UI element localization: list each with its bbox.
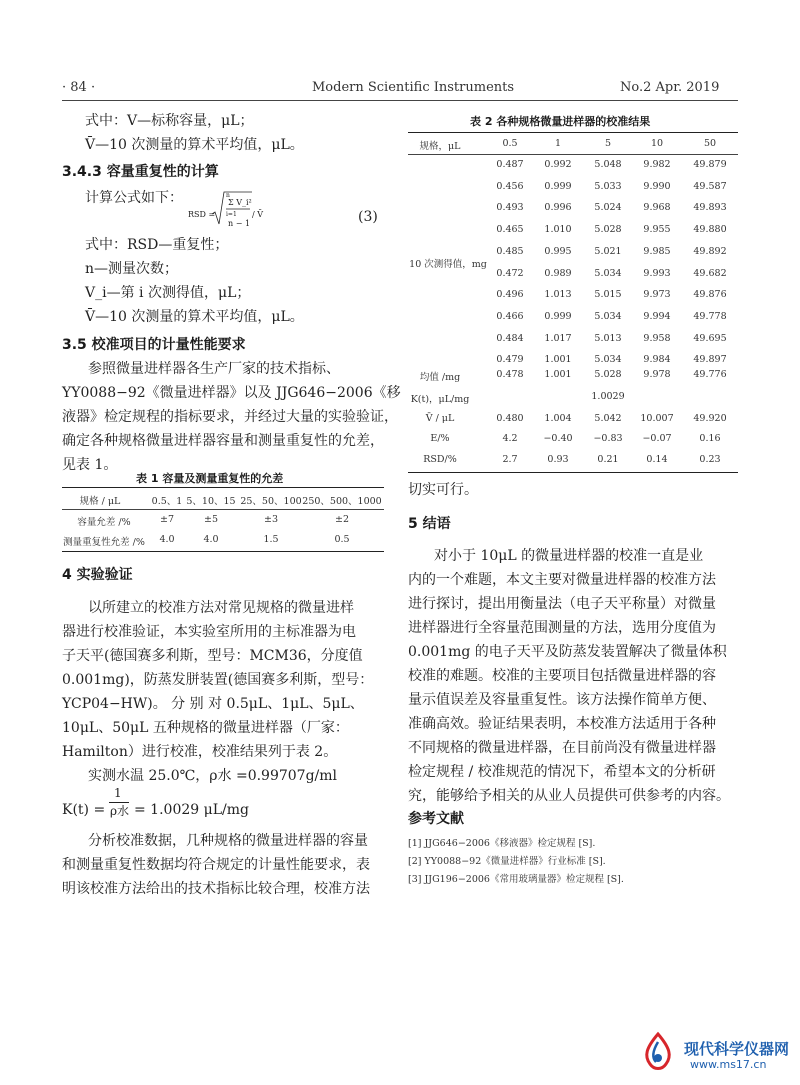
table-cell: 9.968 — [643, 202, 671, 214]
list-item: [3] JJG196−2006《常用玻璃量器》检定规程 [S]. — [408, 874, 624, 885]
table-cell: 5.015 — [594, 289, 622, 301]
table-cell: 0.23 — [699, 454, 721, 465]
table-cell: 5.034 — [594, 267, 622, 279]
table-cell: 1.001 — [544, 354, 572, 366]
table-cell: 0.992 — [544, 159, 572, 170]
table-2-header-cell: 10 — [650, 138, 664, 149]
table-cell: −0.83 — [593, 433, 623, 444]
table-1-header-cell: 0.5、1 — [151, 496, 183, 507]
paragraph-line: 检定规程 / 校准规范的情况下，希望本文的分析研 — [408, 764, 716, 780]
paragraph-line: 内的一个难题，本文主要对微量进样器的校准方法 — [408, 572, 716, 588]
page-number: · 84 · — [62, 80, 96, 95]
table-cell: 49.682 — [693, 267, 727, 279]
table-1-header-cell: 5、10、15 — [186, 496, 236, 507]
table-cell: 4.2 — [502, 433, 518, 444]
paragraph-line: 究，能够给予相关的从业人员提供可供参考的内容。 — [408, 788, 730, 804]
formula-intro: 计算公式如下： — [85, 190, 183, 206]
table-cell: 49.892 — [693, 245, 727, 257]
table-cell: 49.876 — [693, 289, 727, 301]
table-cell: 5.024 — [594, 202, 622, 214]
table-cell: −0.07 — [642, 433, 672, 444]
table-2-group-label: 10 次测得值，mg — [409, 259, 487, 270]
table-cell: 0.21 — [597, 454, 619, 465]
table-1-caption: 表 1 容量及测量重复性的允差 — [136, 472, 284, 485]
table-cell: 5.034 — [594, 354, 622, 366]
section-3-5-heading: 3.5 校准项目的计量性能要求 — [62, 337, 246, 353]
table-cell: 49.778 — [693, 310, 727, 322]
table-cell: 0.485 — [496, 245, 524, 257]
paragraph-line: 准确高效。验证结果表明，本校准方法适用于各种 — [408, 716, 716, 732]
table-cell: 49.879 — [693, 159, 727, 170]
table-cell: 5.033 — [594, 180, 622, 192]
table-cell: 49.587 — [693, 180, 727, 192]
table-cell: 0.465 — [496, 224, 524, 236]
table-2-header-cell: 1 — [554, 138, 562, 149]
table-cell: 0.480 — [496, 413, 524, 424]
table-cell: 5.021 — [594, 245, 622, 257]
table-cell: 9.993 — [643, 267, 671, 279]
water-temperature-line: 实测水温 25.0℃，ρ水 =0.99707g/ml — [88, 768, 338, 784]
table-cell: 49.893 — [693, 202, 727, 214]
table-cell: 9.985 — [643, 245, 671, 257]
table-cell: 0.478 — [496, 369, 524, 380]
header-rule — [62, 100, 738, 101]
table-cell: 1.017 — [544, 332, 572, 344]
table-cell: 2.7 — [502, 454, 518, 465]
table-1-header-cell: 规格 / μL — [79, 496, 121, 507]
paragraph-line: 0.001mg 的电子天平及防蒸发装置解决了微量体积 — [408, 644, 727, 660]
table-cell: 5.034 — [594, 310, 622, 322]
paragraph-line: 校准的难题。校准的主要项目包括微量进样器的容 — [408, 668, 716, 684]
table-cell: 0.996 — [544, 202, 572, 214]
table-cell: 1.001 — [544, 369, 572, 380]
section-3-4-3-heading: 3.4.3 容量重复性的计算 — [62, 164, 219, 180]
table-cell: 0.999 — [544, 180, 572, 192]
issue-info: No.2 Apr. 2019 — [620, 80, 720, 95]
where-line-1: 式中：RSD—重复性； — [85, 237, 229, 253]
where-line-3: V_i—第 i 次测得值，μL； — [85, 285, 251, 301]
table-cell: 9.984 — [643, 354, 671, 366]
table-cell: 0.456 — [496, 180, 524, 192]
table-cell: 9.973 — [643, 289, 671, 301]
paragraph-line: 不同规格的微量进样器，在目前尚没有微量进样器 — [408, 740, 716, 756]
left-line-2: V̄—10 次测量的算术平均值，μL。 — [85, 137, 304, 153]
continuation-text: 切实可行。 — [408, 482, 478, 498]
table-cell: 0.487 — [496, 159, 524, 170]
table-cell: 49.897 — [693, 354, 727, 366]
table-cell: 49.695 — [693, 332, 727, 344]
table-cell: 9.958 — [643, 332, 671, 344]
references-heading: 参考文献 — [408, 811, 464, 827]
list-item: [1] JJG646−2006《移液器》检定规程 [S]. — [408, 838, 596, 849]
table-cell: 9.955 — [643, 224, 671, 236]
table-cell: 0.479 — [496, 354, 524, 366]
table-cell: 0.93 — [547, 454, 569, 465]
paragraph-line: 对小于 10μL 的微量进样器的校准一直是业 — [434, 548, 704, 564]
table-cell: 0.472 — [496, 267, 524, 279]
table-cell: 0.989 — [544, 267, 572, 279]
table-cell: 0.484 — [496, 332, 524, 344]
table-2-caption: 表 2 各种规格微量进样器的校准结果 — [470, 115, 651, 128]
table-cell: 0.14 — [646, 454, 668, 465]
table-1-header-cell: 250、500、1000 — [302, 496, 382, 507]
section-4-heading: 4 实验验证 — [62, 567, 133, 583]
table-cell: 9.978 — [643, 369, 671, 380]
paragraph-line: 量示值误差及容量重复性。该方法操作简单方便、 — [408, 692, 716, 708]
table-cell: 49.880 — [693, 224, 727, 236]
table-cell: 0.496 — [496, 289, 524, 301]
table-cell: 1.010 — [544, 224, 572, 236]
table-cell: 0.16 — [699, 433, 721, 444]
journal-name: Modern Scientific Instruments — [312, 80, 515, 95]
left-line-1: 式中：V—标称容量，μL； — [85, 113, 254, 129]
table-cell: 9.982 — [643, 159, 671, 170]
table-cell: 0.466 — [496, 310, 524, 322]
table-cell: 49.920 — [693, 413, 727, 424]
where-line-2: n—测量次数； — [85, 261, 179, 277]
table-cell: 0.999 — [544, 310, 572, 322]
table-cell: 5.028 — [594, 224, 622, 236]
table-cell: 5.048 — [594, 159, 622, 170]
table-cell: 49.776 — [693, 369, 727, 380]
watermark-url: www.ms17.cn — [690, 1058, 767, 1071]
table-2-header-cell: 0.5 — [502, 138, 518, 149]
list-item: [2] YY0088−92《微量进样器》行业标准 [S]. — [408, 856, 606, 867]
table-cell: 5.028 — [594, 369, 622, 380]
table-cell: 0.493 — [496, 202, 524, 214]
table-2-header-cell: 5 — [604, 138, 612, 149]
table-cell: −0.40 — [543, 433, 573, 444]
table-cell: 1.004 — [544, 413, 572, 424]
paragraph-line: 进行探讨，提出用衡量法（电子天平称量）对微量 — [408, 596, 716, 612]
watermark-logo-icon — [636, 1030, 680, 1074]
table-cell: 5.042 — [594, 413, 622, 424]
table-2-header-cell: 规格，μL — [419, 141, 461, 152]
section-5-heading: 5 结语 — [408, 516, 451, 532]
table-2-header-cell: 50 — [703, 138, 717, 149]
table-cell: 10.007 — [640, 413, 674, 424]
where-line-4: V̄—10 次测量的算术平均值，μL。 — [85, 309, 304, 325]
equation-number: (3) — [358, 209, 378, 225]
table-1-header-cell: 25、50、100 — [240, 496, 302, 507]
watermark-name: 现代科学仪器网 — [684, 1040, 790, 1058]
table-cell: 9.990 — [643, 180, 671, 192]
table-cell: 1.013 — [544, 289, 572, 301]
table-cell: 5.013 — [594, 332, 622, 344]
paragraph-line: 进样器进行全容量范围测量的方法，选用分度值为 — [408, 620, 716, 636]
table-cell: 0.995 — [544, 245, 572, 257]
table-cell: 9.994 — [643, 310, 671, 322]
